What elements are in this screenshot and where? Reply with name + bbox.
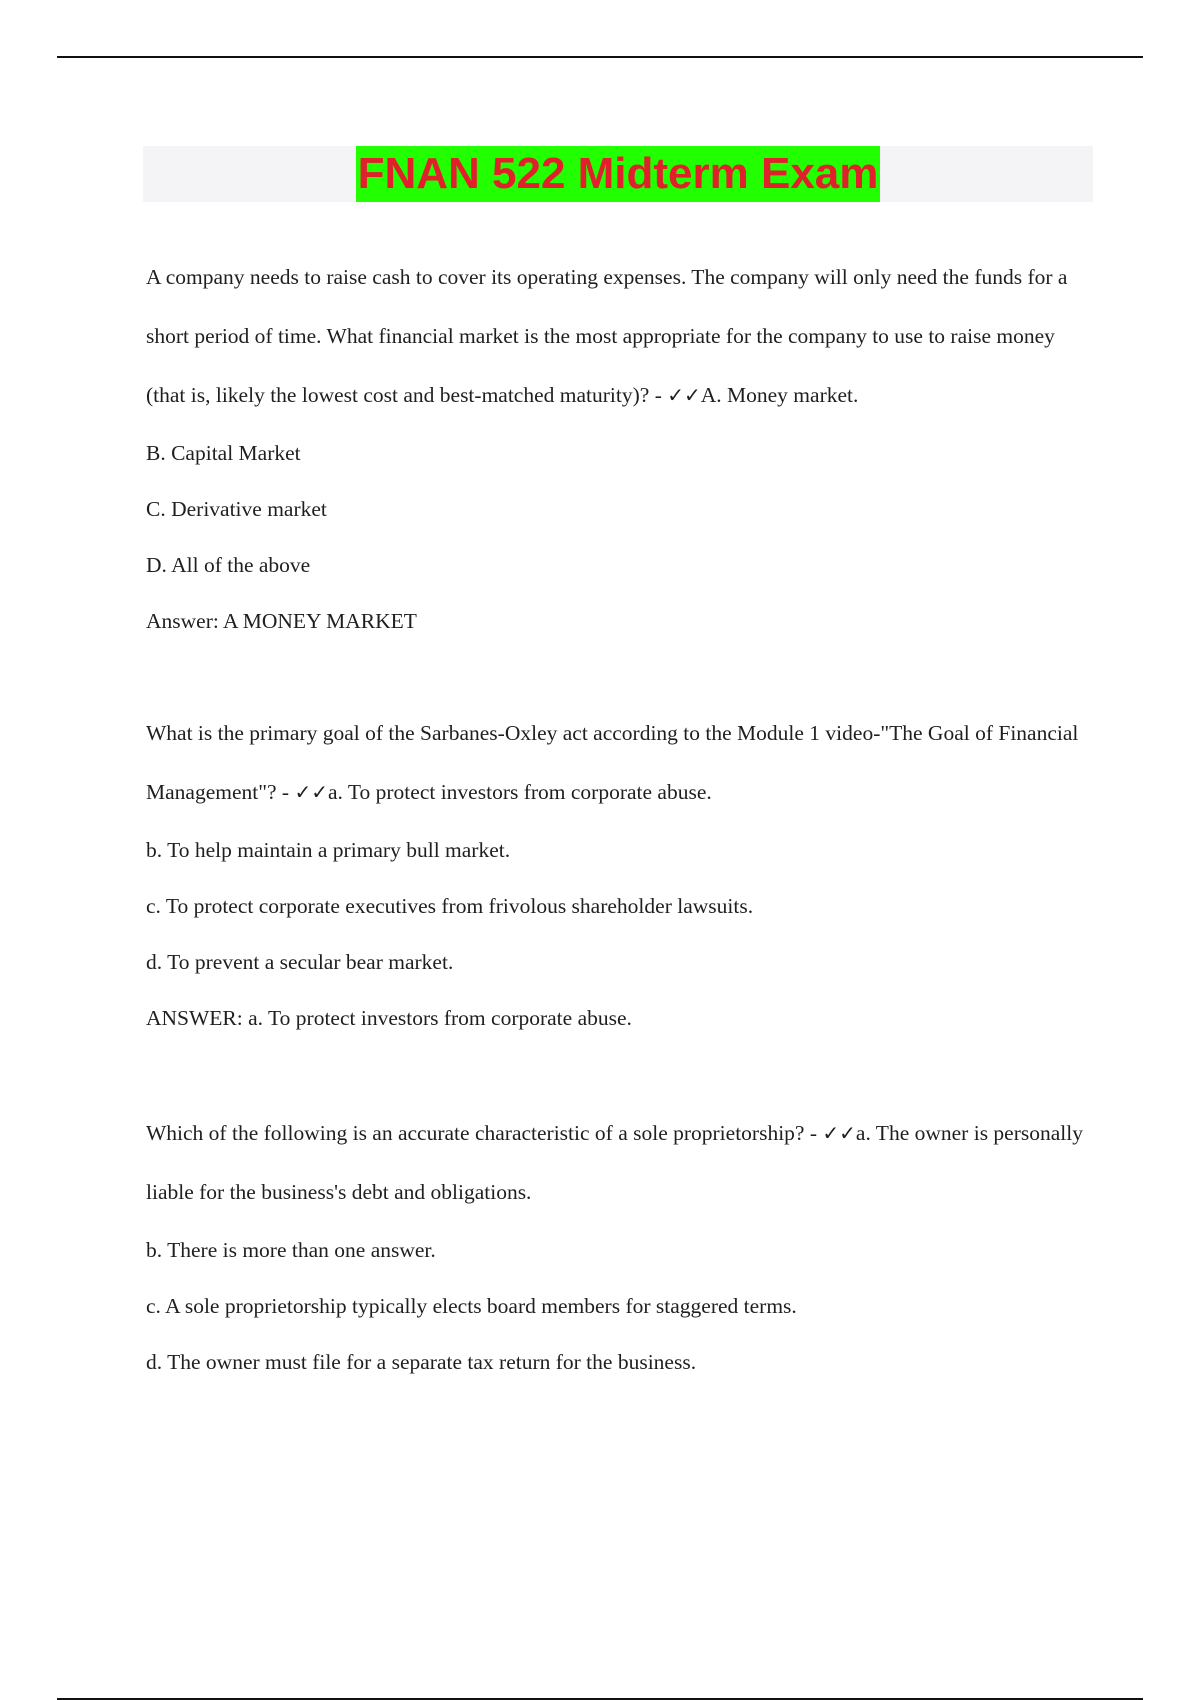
top-rule — [57, 56, 1143, 58]
option: B. Capital Market — [146, 441, 301, 465]
first-option: A. Money market. — [700, 383, 859, 407]
question-text — [146, 248, 1086, 425]
spacer — [146, 1046, 1086, 1104]
question-block-2 — [146, 704, 1086, 1046]
question-prompt: What is the primary goal of the Sarbanes-Oxley act according to the Module 1 video-"The Goal of Financial Management"? - — [146, 721, 1079, 804]
double-check-icon: ✓✓ — [294, 780, 328, 804]
question-text — [146, 704, 1086, 822]
first-option: a. To protect investors from corporate abuse. — [327, 780, 712, 804]
option: d. The owner must file for a separate tax return for the business. — [146, 1350, 697, 1374]
question-block-1 — [146, 248, 1086, 649]
question-text — [146, 1104, 1086, 1222]
option: c. To protect corporate executives from frivolous shareholder lawsuits. — [146, 894, 754, 918]
spacer — [146, 649, 1086, 704]
title-band — [143, 146, 1093, 202]
question-prompt: Which of the following is an accurate characteristic of a sole proprietorship? - — [146, 1121, 823, 1145]
question-prompt: A company needs to raise cash to cover its operating expenses. The company will only need the funds for a short period of time. What financial market is the most appropriate for the company to use to raise money (that is, likely the lowest cost and best-matched maturity)? - — [146, 265, 1068, 407]
first-option: a. The owner is personally liable for the business's debt and obligations. — [146, 1121, 1083, 1204]
option: d. To prevent a secular bear market. — [146, 950, 454, 974]
double-check-icon: ✓✓ — [822, 1121, 856, 1145]
option: b. There is more than one answer. — [146, 1238, 436, 1262]
question-block-3 — [146, 1104, 1086, 1390]
option: c. A sole proprietorship typically elects board members for staggered terms. — [146, 1294, 797, 1318]
page-title: FNAN 522 Midterm Exam — [356, 146, 881, 202]
answer-line: Answer: A MONEY MARKET — [146, 609, 417, 633]
option: b. To help maintain a primary bull market. — [146, 838, 511, 862]
option: D. All of the above — [146, 553, 311, 577]
exam-content — [146, 248, 1086, 1390]
option: C. Derivative market — [146, 497, 327, 521]
answer-line: ANSWER: a. To protect investors from corporate abuse. — [146, 1006, 632, 1030]
double-check-icon: ✓✓ — [667, 383, 701, 407]
